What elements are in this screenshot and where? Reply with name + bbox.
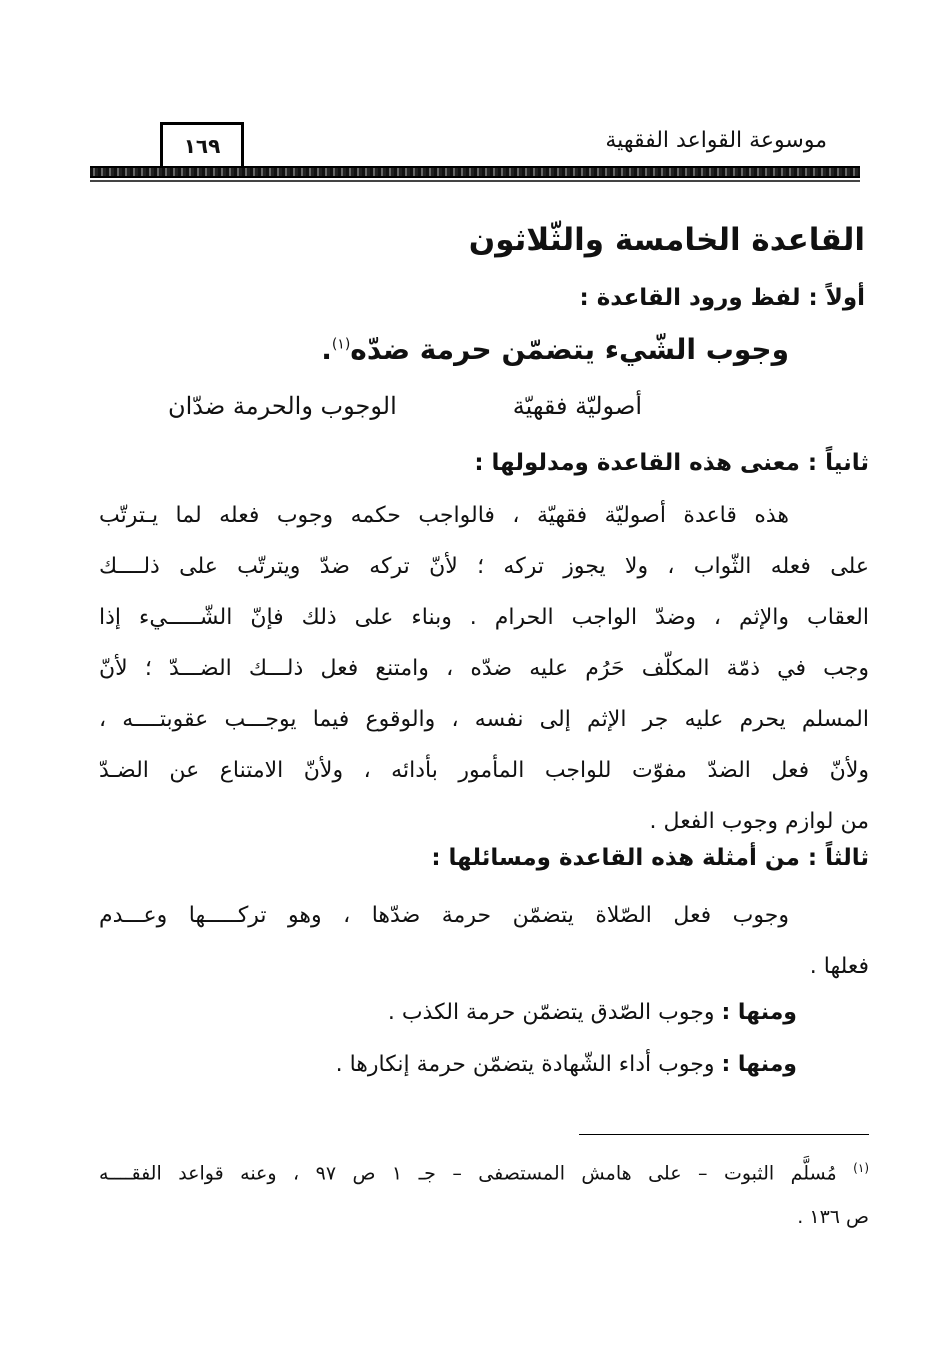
example-2-label: ومنها : (721, 1052, 797, 1077)
rule-statement (321, 333, 789, 366)
section2-paragraph (99, 490, 869, 847)
example-1-label: ومنها : (721, 1000, 797, 1025)
section3-heading: ثالثاً : من أمثلة هذه القاعدة ومسائلها : (431, 845, 869, 871)
paragraph-line: وجب في ذمّة المكلّف حَرُم عليه ضدّه ، وامتنع فعل ذلـــك الضـــدّ ؛ لأنّ (99, 656, 869, 681)
section3-paragraph (99, 890, 869, 992)
footnote-line-1 (99, 1146, 869, 1195)
tag-topic: الوجوب والحرمة ضدّان (168, 392, 397, 420)
chapter-title: القاعدة الخامسة والثّلاثون (468, 222, 865, 258)
example-2 (336, 1052, 797, 1077)
example-1 (388, 1000, 797, 1025)
rule-text: وجوب الشّيء يتضمّن حرمة ضدّه (350, 333, 789, 366)
paragraph-line: وجوب فعل الصّلاة يتضمّن حرمة ضدّها ، وهو تركـــــها وعـــدم (99, 903, 789, 928)
footnote-separator (579, 1134, 869, 1135)
page-number: ١٦٩ (160, 122, 244, 166)
paragraph-line: العقاب والإثم ، وضدّ الواجب الحرام . وبناء على ذلك فإنّ الشّـــــيء إذا (99, 605, 869, 630)
paragraph-line: ولأنّ فعل الضدّ مفوّت للواجب المأمور بأدائه ، ولأنّ الامتناع عن الضـدّ (99, 758, 869, 783)
section1-heading: أولاً : لفظ ورود القاعدة : (579, 285, 865, 311)
paragraph-line: من لوازم وجوب الفعل . (649, 809, 869, 834)
paragraph-line: فعلها . (809, 954, 869, 979)
paragraph-line: المسلم يحرم عليه جر الإثم إلى نفسه ، والوقوع فيما يوجـــب عقوبتــــه ، (99, 707, 869, 732)
section2-heading: ثانياً : معنى هذه القاعدة ومدلولها : (474, 450, 869, 476)
rule-end: . (321, 333, 332, 366)
header-rule (90, 166, 860, 178)
footnote-text-1: مُسلَّم الثبوت – على هامش المستصفى – جـ ١ ص ٩٧ ، وعنه قواعد الفقــــه (99, 1162, 837, 1185)
paragraph-line: هذه قاعدة أصوليّة فقهيّة ، فالواجب حكمه وجوب فعله لما يـترتّب (99, 503, 789, 528)
footnote-line-2: ص ١٣٦ . (797, 1206, 869, 1229)
rule-footnote-mark: (١) (331, 336, 351, 353)
example-2-text: وجوب أداء الشّهادة يتضمّن حرمة إنكارها . (335, 1052, 715, 1077)
example-1-text: وجوب الصّدق يتضمّن حرمة الكذب . (387, 1000, 715, 1025)
running-title: موسوعة القواعد الفقهية (605, 128, 827, 153)
footnote-mark: (١) (853, 1161, 869, 1175)
header-rule-thin (90, 180, 860, 182)
tag-type: أصوليّة فقهيّة (512, 392, 642, 420)
paragraph-line: على فعله الثّواب ، ولا يجوز تركه ؛ لأنّ تركه ضدّ ويترتّب على ذلــــك (99, 554, 869, 579)
footnote (99, 1146, 869, 1239)
